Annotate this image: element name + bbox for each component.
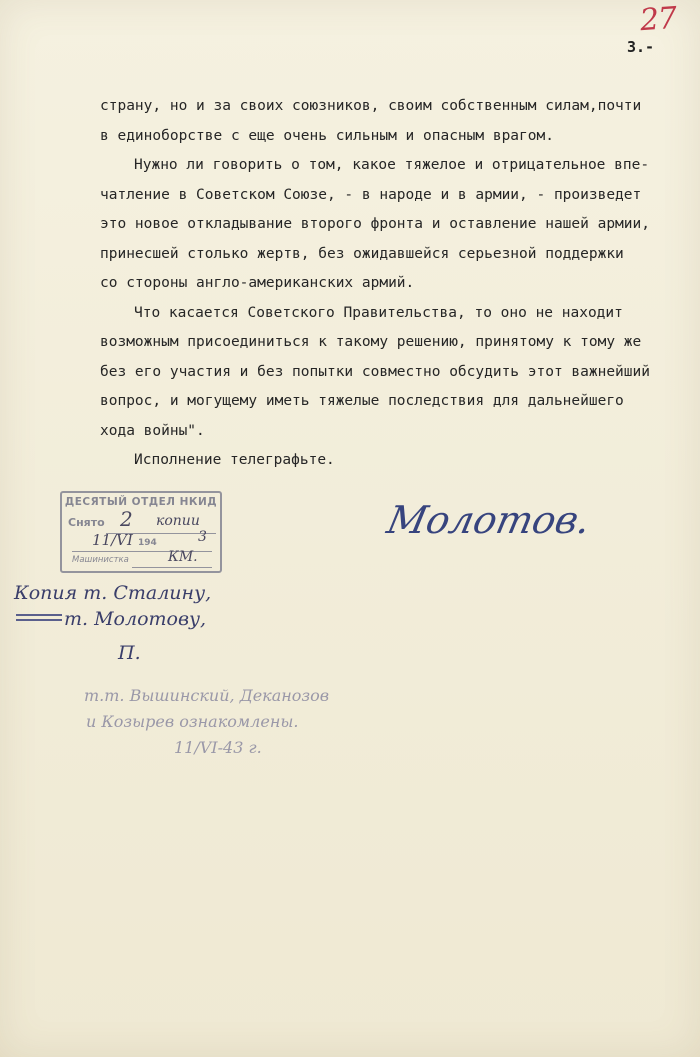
signature-molotov: Молотов. [383,498,595,542]
body-line: чатление в Советском Союзе, - в народе и в армии, - произведет [100,186,642,203]
body-line: Что касается Советского Правительства, то оно не находит [134,304,623,321]
body-line: в единоборстве с еще очень сильным и опасным врагом. [100,127,554,144]
body-line: хода войны". [100,422,205,439]
stamp-typist-initials: КМ. [168,549,198,565]
faint-note-line: 11/VI-43 г. [174,738,262,757]
faint-note-line: т.т. Вышинский, Деканозов [84,686,330,705]
stamp-typist-label: Машинистка [72,555,129,565]
body-line: без его участия и без попытки совместно обсудить этот важнейший [100,363,650,380]
margin-note-line: Копия т. Сталину, [14,582,212,604]
archive-page-number: 27 [638,0,678,39]
copy-stamp [60,491,222,573]
body-line: Нужно ли говорить о том, какое тяжелое и отрицательное впе- [134,157,650,173]
stamp-copies-value: 2 [120,507,133,531]
margin-note-line: т. Молотову, [64,608,207,630]
faint-note-line: и Козырев ознакомлены. [86,712,299,731]
stamp-year-printed: 194 [138,538,157,548]
body-line: вопрос, и могущему иметь тяжелые последствия для дальнейшего [100,393,624,409]
stamp-underline [132,567,212,568]
body-line: Исполнение телеграфьте. [134,452,335,468]
margin-note-line: П. [118,642,141,664]
margin-underline [16,614,62,616]
body-line: со стороны англо-американских армий. [100,275,415,291]
stamp-copies-label: копии [156,513,200,529]
body-line: возможным присоединиться к такому решению, принятому к тому же [100,334,642,350]
body-line: принесшей столько жертв, без ожидавшейся серьезной поддержки [100,245,624,262]
body-line: это новое откладывание второго фронта и оставление нашей армии, [100,216,650,232]
stamp-year-handwritten: 3 [198,529,207,545]
margin-underline [16,619,62,621]
stamp-snyato-label: Снято [68,516,105,529]
stamp-date-handwritten: 11/VI [92,531,133,549]
document-body [100,92,660,476]
page-number: 3.- [627,38,655,56]
stamp-title: ДЕСЯТЫЙ ОТДЕЛ НКИД [64,496,218,508]
body-line: страну, но и за своих союзников, своим собственным силам,почти [100,98,642,114]
